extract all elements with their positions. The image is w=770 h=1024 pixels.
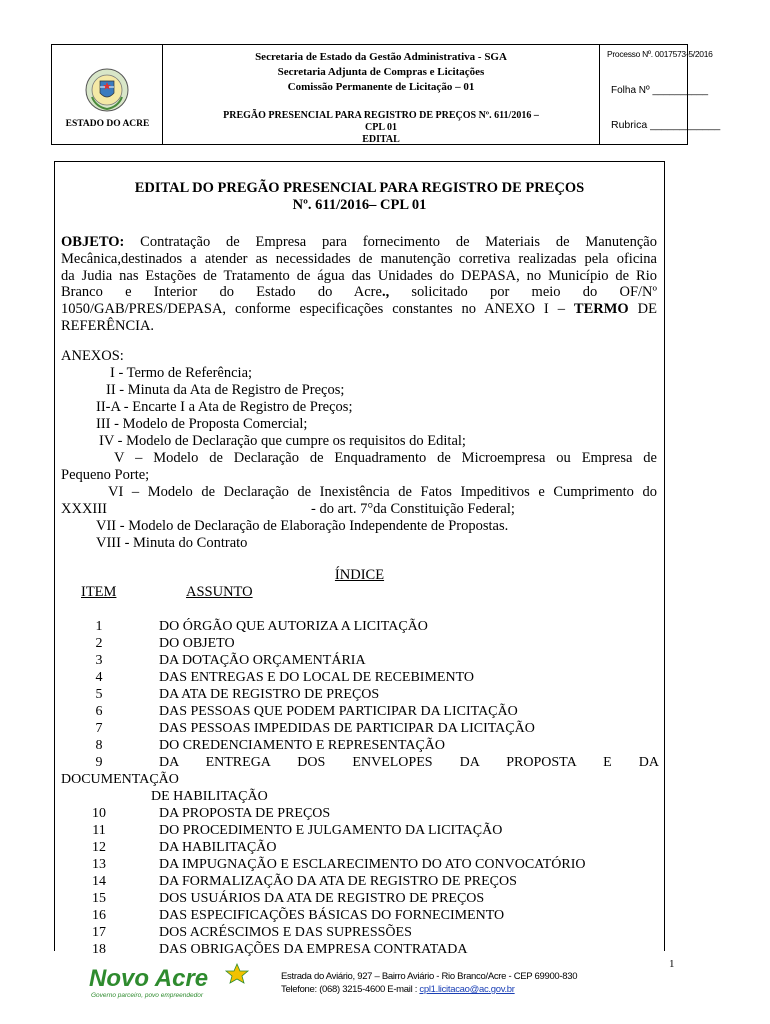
- objeto-line: da Judia nas Estações de Tratamento de água das Unidades do DEPASA, no Município de Rio: [61, 267, 657, 284]
- header-subtitle-edital: EDITAL: [362, 134, 400, 145]
- index-text: DOS USUÁRIOS DA ATA DE REGISTRO DE PREÇOS: [159, 891, 485, 906]
- index-text: DO PROCEDIMENTO E JULGAMENTO DA LICITAÇÃO: [159, 823, 503, 838]
- index-number: 12: [92, 840, 106, 855]
- objeto-label: OBJETO:: [61, 234, 125, 250]
- anexo-item: I - Termo de Referência;: [110, 365, 253, 381]
- state-label: ESTADO DO ACRE: [65, 119, 150, 129]
- index-text: DOS ACRÉSCIMOS E DAS SUPRESSÕES: [159, 925, 412, 940]
- index-row: [55, 941, 655, 958]
- anexo-item: III - Modelo de Proposta Comercial;: [96, 416, 308, 432]
- index-number: 13: [92, 857, 106, 872]
- index-number: 5: [95, 687, 103, 702]
- index-number: 16: [92, 908, 106, 923]
- objeto-line: Branco e Interior do Estado do Acre., solicitado por meio do OF/Nº: [61, 284, 658, 301]
- anexo-item: IV - Modelo de Declaração que cumpre os requisitos do Edital;: [99, 433, 466, 449]
- index-row: [55, 720, 655, 737]
- index-row-9-cont: DOCUMENTAÇÃO: [61, 772, 179, 787]
- index-text: DAS ESPECIFICAÇÕES BÁSICAS DO FORNECIMENTO: [159, 908, 505, 923]
- index-row: [55, 924, 655, 941]
- indice-title: ÍNDICE: [334, 567, 385, 583]
- objeto-line: OBJETO: Contratação de Empresa para fornecimento de Materiais de Manutenção: [61, 234, 657, 250]
- edital-number: Nº. 611/2016– CPL 01: [292, 197, 427, 213]
- edital-body: [54, 161, 665, 957]
- index-text: DAS PESSOAS QUE PODEM PARTICIPAR DA LICITAÇÃO: [159, 704, 518, 719]
- anexo-item: V – Modelo de Declaração de Enquadramento de Microempresa ou Empresa de: [114, 450, 657, 466]
- index-number: 18: [92, 942, 106, 957]
- index-text: DA ENTREGA DOS ENVELOPES DA PROPOSTA E DA: [159, 755, 659, 770]
- state-coat-of-arms-icon: [84, 67, 130, 113]
- index-number: 8: [95, 738, 103, 753]
- footer-address: Estrada do Aviário, 927 – Bairro Aviário - Rio Branco/Acre - CEP 69900-830: [281, 971, 578, 982]
- anexo-item: II - Minuta da Ata de Registro de Preços;: [106, 382, 345, 398]
- index-number: 2: [95, 636, 103, 651]
- header-title-cell: [163, 45, 600, 144]
- index-row: [55, 822, 655, 839]
- index-text: DO OBJETO: [159, 636, 235, 651]
- index-text: DAS OBRIGAÇÕES DA EMPRESA CONTRATADA: [159, 942, 468, 957]
- index-text: DA HABILITAÇÃO: [159, 840, 277, 855]
- rubrica-field: Rubrica ____________: [611, 119, 721, 131]
- index-text: DA FORMALIZAÇÃO DA ATA DE REGISTRO DE PREÇOS: [159, 874, 517, 889]
- processo-number: Processo Nº. 0017573-5/2016: [607, 49, 713, 59]
- header-subtitle-cpl: CPL 01: [365, 122, 397, 133]
- index-text: DA DOTAÇÃO ORÇAMENTÁRIA: [159, 653, 366, 668]
- objeto-line: Mecânica,destinados a atender as necessidades de manutenção corretiva realizadas pela oficina: [61, 250, 657, 267]
- footer-contact: Telefone: (068) 3215-4600 E-mail : cpl1.licitacao@ac.gov.br: [281, 984, 515, 995]
- index-text: DO CREDENCIAMENTO E REPRESENTAÇÃO: [159, 738, 446, 753]
- anexo-item: VI – Modelo de Declaração de Inexistência de Fatos Impeditivos e Cumprimento do: [108, 484, 657, 500]
- anexo-item: II-A - Encarte I a Ata de Registro de Preços;: [96, 399, 353, 415]
- index-row: [55, 873, 655, 890]
- novo-acre-logo: [85, 962, 271, 1002]
- anexo-item: VII - Modelo de Declaração de Elaboração Independente de Propostas.: [96, 518, 509, 534]
- header-line-sga: Secretaria de Estado da Gestão Administrativa - SGA: [255, 51, 507, 63]
- index-row: [55, 805, 655, 822]
- index-row: [55, 686, 655, 703]
- index-row: [55, 669, 655, 686]
- header-line-compras: Secretaria Adjunta de Compras e Licitações: [277, 66, 485, 78]
- anexo-item: VIII - Minuta do Contrato: [96, 535, 248, 551]
- index-number: 14: [92, 874, 106, 889]
- termo-bold: TERMO: [573, 301, 629, 318]
- index-row: [55, 839, 655, 856]
- index-row: [55, 907, 655, 924]
- index-row: [55, 652, 655, 669]
- index-number: 1: [95, 619, 103, 634]
- header-line-comissao: Comissão Permanente de Licitação – 01: [287, 81, 475, 93]
- anexo-item-cont: Pequeno Porte;: [61, 467, 150, 483]
- index-number: 9: [95, 755, 103, 770]
- index-row: [55, 737, 655, 754]
- index-text: DA ATA DE REGISTRO DE PREÇOS: [159, 687, 380, 702]
- page-number: 1: [669, 958, 675, 970]
- folha-field: Folha Nº __________: [611, 85, 709, 96]
- header-subtitle-pregao: PREGÃO PRESENCIAL PARA REGISTRO DE PREÇOS Nº. 611/2016 –: [223, 110, 539, 121]
- logo-wordmark: Novo Acre: [89, 965, 209, 992]
- header-logo-cell: [52, 45, 163, 144]
- index-text: DAS PESSOAS IMPEDIDAS DE PARTICIPAR DA LICITAÇÃO: [159, 721, 535, 736]
- index-text: DA PROPOSTA DE PREÇOS: [159, 806, 331, 821]
- index-text: DAS ENTREGAS E DO LOCAL DE RECEBIMENTO: [159, 670, 474, 685]
- document-header: [51, 44, 721, 145]
- anexos-label: ANEXOS:: [61, 348, 124, 364]
- logo-tagline: Governo parceiro, povo empreendedor: [91, 992, 204, 999]
- anexo-item-cont: - do art. 7°da Constituição Federal;: [311, 501, 515, 517]
- objeto-line: 1050/GAB/PRES/DEPASA, conforme especificações constantes no ANEXO I – TERMO DE: [61, 301, 657, 318]
- index-number: 3: [95, 653, 103, 668]
- index-row: [55, 618, 655, 635]
- index-number: 6: [95, 704, 103, 719]
- index-number: 4: [95, 670, 103, 685]
- column-header-assunto: ASSUNTO: [186, 584, 253, 600]
- index-row: [55, 703, 655, 720]
- anexo-item-cont: XXXIII: [61, 501, 107, 517]
- index-text: DO ÓRGÃO QUE AUTORIZA A LICITAÇÃO: [159, 619, 428, 634]
- index-number: 7: [95, 721, 103, 736]
- index-row-9-cont: DE HABILITAÇÃO: [151, 789, 268, 804]
- index-row: [55, 635, 655, 652]
- edital-title: EDITAL DO PREGÃO PRESENCIAL PARA REGISTRO DE PREÇOS: [134, 180, 585, 196]
- index-number: 11: [92, 823, 106, 838]
- index-number: 10: [92, 806, 106, 821]
- header-control-cell: [600, 45, 721, 144]
- index-number: 15: [92, 891, 106, 906]
- objeto-line: REFERÊNCIA.: [61, 317, 155, 334]
- index-number: 17: [92, 925, 106, 940]
- index-row: [55, 890, 655, 907]
- index-row: [55, 856, 655, 873]
- logo-star-icon: [226, 964, 248, 983]
- index-text: DA IMPUGNAÇÃO E ESCLARECIMENTO DO ATO CONVOCATÓRIO: [159, 857, 586, 872]
- footer-email-link[interactable]: cpl1.licitacao@ac.gov.br: [419, 984, 515, 995]
- objeto-paragraph: [61, 234, 657, 335]
- column-header-item: ITEM: [81, 584, 117, 600]
